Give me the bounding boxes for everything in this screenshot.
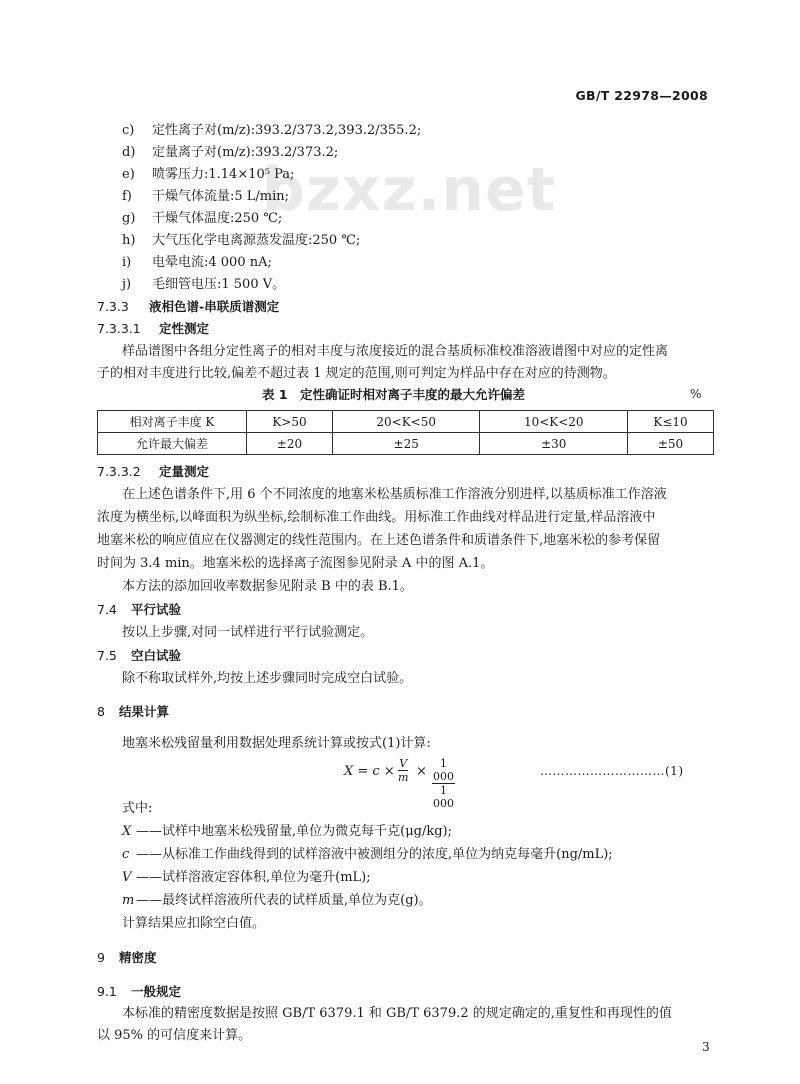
table-unit: % <box>690 387 702 401</box>
param-item: j) 毛细管电压:1 500 V。 <box>122 277 286 292</box>
definition-item: X ——试样中地塞米松残留量,单位为微克每千克(μg/kg); <box>122 824 453 839</box>
deviation-table <box>97 410 714 455</box>
section-heading-9-1: 9.1 一般规定 <box>97 984 182 999</box>
formula-fraction: $\frac{1 000}{1 000}$ <box>433 757 454 810</box>
section-heading-8: 8 结果计算 <box>97 704 170 719</box>
standard-number: GB/T 22978—2008 <box>575 88 708 103</box>
param-item: f) 干燥气体流量:5 L/min; <box>122 189 290 204</box>
table-row <box>98 433 714 455</box>
paragraph-line: 以 95% 的可信度来计算。 <box>97 1028 252 1043</box>
table-cell: 10<K<20 <box>480 411 628 433</box>
param-item: e) 喷雾压力:1.14×10⁵ Pa; <box>122 167 295 182</box>
table-cell: 20<K<50 <box>332 411 480 433</box>
param-item: h) 大气压化学电离源蒸发温度:250 ℃; <box>122 233 361 248</box>
param-item: c) 定性离子对(m/z):393.2/373.2,393.2/355.2; <box>122 123 422 138</box>
paragraph-line: 地塞米松残留量利用数据处理系统计算或按式(1)计算: <box>122 736 431 751</box>
param-item: g) 干燥气体温度:250 ℃; <box>122 211 283 226</box>
section-heading-9: 9 精密度 <box>97 950 157 965</box>
paragraph-line: 本标准的精密度数据是按照 GB/T 6379.1 和 GB/T 6379.2 的规定确定的,重复性和再现性的值 <box>122 1006 672 1021</box>
table-row <box>98 411 714 433</box>
watermark: bzxz.net <box>262 155 557 225</box>
table-cell: 允许最大偏差 <box>98 433 247 455</box>
section-heading-7-5: 7.5 空白试验 <box>97 648 182 663</box>
param-item: i) 电晕电流:4 000 nA; <box>122 255 272 270</box>
table-cell: ±25 <box>332 433 480 455</box>
formula-times: × <box>416 764 427 779</box>
table-cell: ±30 <box>480 433 628 455</box>
paragraph-line: 按以上步骤,对同一试样进行平行试验测定。 <box>122 625 374 640</box>
paragraph-line: 地塞米松的响应值应在仪器测定的线性范围内。在上述色谱条件和质谱条件下,地塞米松的参考保留 <box>97 533 661 548</box>
paragraph-line: 时间为 3.4 min。地塞米松的选择离子流图参见附录 A 中的图 A.1。 <box>97 556 494 571</box>
paragraph-line: 子的相对丰度进行比较,偏差不超过表 1 规定的范围,则可判定为样品中存在对应的待测物。 <box>97 366 616 381</box>
table-cell: ±50 <box>628 433 714 455</box>
table-cell: ±20 <box>247 433 333 455</box>
section-heading-7-4: 7.4 平行试验 <box>97 602 182 617</box>
definition-item: c ——从标准工作曲线得到的试样溶液中被测组分的浓度,单位为纳克每毫升(ng/mL); <box>122 847 613 862</box>
paragraph-line: 在上述色谱条件下,用 6 个不同浓度的地塞米松基质标准工作溶液分别进样,以基质标准工作溶液 <box>122 487 667 502</box>
section-heading-7-3-3-1: 7.3.3.1 定性测定 <box>97 321 210 336</box>
paragraph-line: 浓度为横坐标,以峰面积为纵坐标,绘制标准工作曲线。用标准工作曲线对样品进行定量,样品溶液中 <box>97 510 656 525</box>
param-item: d) 定量离子对(m/z):393.2/373.2; <box>122 145 339 160</box>
paragraph-line: 计算结果应扣除空白值。 <box>122 916 266 931</box>
equation-number: …………………………(1) <box>540 764 684 778</box>
formula-fraction: $\frac{V}{m}$ <box>398 757 409 784</box>
page-number: 3 <box>702 1040 710 1054</box>
paragraph-line: 本方法的添加回收率数据参见附录 B 中的表 B.1。 <box>122 579 413 594</box>
table-cell: K≤10 <box>628 411 714 433</box>
paragraph-line: 样品谱图中各组分定性离子的相对丰度与浓度接近的混合基质标准校准溶液谱图中对应的定性离 <box>122 344 669 359</box>
formula-lhs: X = c × <box>344 764 395 779</box>
section-heading-7-3-3: 7.3.3 液相色谱-串联质谱测定 <box>97 299 280 314</box>
definition-item: V ——试样溶液定容体积,单位为毫升(mL); <box>122 870 371 885</box>
table-cell: 相对离子丰度 K <box>98 411 247 433</box>
definition-item: m ——最终试样溶液所代表的试样质量,单位为克(g)。 <box>122 893 432 908</box>
where-label: 式中: <box>122 801 153 816</box>
table-cell: K>50 <box>247 411 333 433</box>
section-heading-7-3-3-2: 7.3.3.2 定量测定 <box>97 464 210 479</box>
table-caption: 表 1 定性确证时相对离子丰度的最大允许偏差 <box>262 387 526 402</box>
paragraph-line: 除不称取试样外,均按上述步骤同时完成空白试验。 <box>122 671 413 686</box>
